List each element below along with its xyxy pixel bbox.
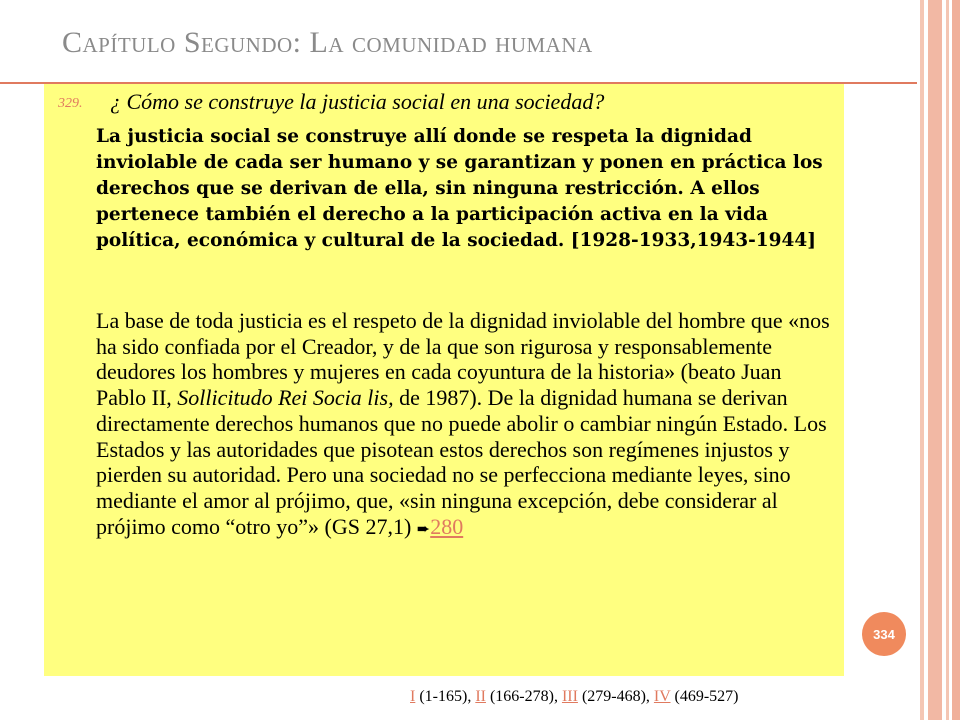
commentary-part-1: La base de toda justicia es el respeto de la dignidad inviolable del hombre que «nos ha sido confiada por el Creador, y de la que son rigurosa y responsablemente deudores los hombres y mujeres en cada coyuntura de la historia» (beato Juan Pablo II, [96,308,830,411]
footer-navigation [410,688,739,706]
content-panel [44,84,844,676]
slide-title: Capítulo Segundo: La comunidad humana [62,26,593,59]
footer-link-part-4[interactable]: IV [653,688,671,705]
footer-link-part-2[interactable]: II [475,688,486,705]
footer-range-part-1: (1-165), [415,688,476,705]
reference-link[interactable]: 280 [430,513,464,539]
footer-range-part-4: (469-527) [670,688,739,705]
answer-text: La justicia social se construye allí donde se respeta la dignidad inviolable de cada ser humano y se garantizan y ponen en práctica los derechos que se derivan de ella, sin ninguna restricción. A ellos pertenece también el derecho a la participación activa en la vida política, económica y cultural de la sociedad. [1928-1933,1943-1944] [96,126,823,251]
commentary-text [96,308,832,542]
decorative-stripe [952,0,960,720]
footer-range-part-2: (166-278), [485,688,562,705]
footer-range-part-3: (279-468), [577,688,654,705]
decorative-stripe [928,0,942,720]
decorative-stripe [946,0,949,720]
decorative-stripe [920,0,924,720]
question-text: ¿ Cómo se construye la justicia social en una sociedad? [110,89,605,114]
commentary-part-2: de 1987). De la dignidad humana se derivan directamente derechos humanos que no puede abolir o cambiar ningún Estado. Los Estados y las autoridades que pisotean estos derechos son regímenes injustos y pierden su autoridad. Pero una sociedad no se perfecciona mediante leyes, sino mediante el amor al prójimo, que, «sin ninguna excepción, debe considerar al prójimo como “otro yo”» (GS 27,1) [96,385,827,539]
page-number-badge: 334 [862,612,906,656]
commentary-citation: Sollicitudo Rei Socia lis, [177,385,394,411]
footer-link-part-1[interactable]: I [410,688,416,705]
question-number: 329. [58,96,83,111]
footer-link-part-3[interactable]: III [561,688,578,705]
reference-arrow-icon: ➨ [416,520,431,538]
